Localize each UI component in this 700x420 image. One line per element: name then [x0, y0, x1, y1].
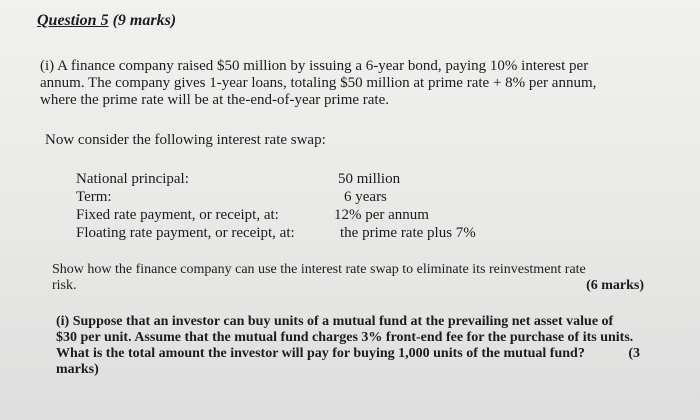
part-ii-line: (i) Suppose that an investor can buy units of a mutual fund at the prevailing net asset value of [56, 314, 614, 329]
swap-term-row [76, 206, 476, 224]
question-marks: (9 marks) [112, 12, 177, 29]
swap-term-label: National principal: [76, 171, 189, 187]
task-line: risk. [52, 278, 77, 293]
swap-term-label: Floating rate payment, or receipt, at: [76, 225, 295, 241]
part-ii-line: What is the total amount the investor will pay for buying 1,000 units of the mutual fund? [56, 346, 585, 361]
part-ii-paragraph [56, 314, 648, 378]
swap-term-row [76, 170, 476, 188]
swap-term-row [76, 188, 476, 206]
part-i-paragraph [40, 58, 596, 109]
part-i-line: where the prime rate will be at the-end-of-year prime rate. [40, 92, 389, 108]
swap-term-value: the prime rate plus 7% [340, 225, 476, 241]
swap-term-value: 6 years [344, 189, 387, 205]
swap-term-row [76, 224, 476, 242]
swap-term-value: 12% per annum [334, 207, 429, 223]
swap-term-value: 50 million [338, 171, 401, 187]
task-paragraph [52, 262, 644, 294]
task-line: Show how the finance company can use the interest rate swap to eliminate its reinvestment rate [52, 262, 586, 277]
part-ii-marks-cont: marks) [56, 362, 99, 377]
swap-lead-in: Now consider the following interest rate swap: [45, 132, 326, 148]
part-i-line: (i) A finance company raised $50 million by issuing a 6-year bond, paying 10% interest per [40, 58, 589, 74]
part-ii-line-3 [56, 346, 648, 362]
question-heading [37, 12, 176, 30]
part-i-line: annum. The company gives 1-year loans, totaling $50 million at prime rate + 8% per annum, [40, 75, 597, 91]
swap-term-label: Fixed rate payment, or receipt, at: [76, 207, 279, 223]
question-label: Question 5 [37, 12, 109, 29]
swap-term-label: Term: [76, 189, 112, 205]
part-ii-line: $30 per unit. Assume that the mutual fund charges 3% front-end fee for the purchase of its units. [56, 330, 634, 345]
task-marks: (6 marks) [586, 278, 644, 293]
swap-terms-list [76, 170, 476, 242]
task-line-2 [52, 278, 644, 294]
part-ii-marks: (3 [628, 346, 640, 361]
